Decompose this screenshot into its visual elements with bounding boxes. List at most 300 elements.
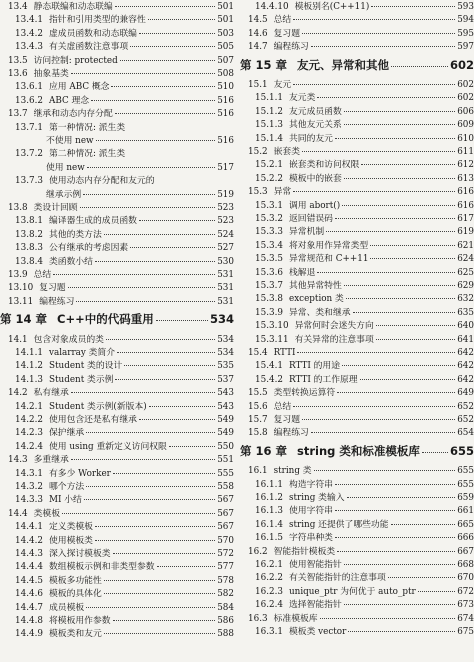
toc-entry-number: 16.2.4: [255, 600, 283, 611]
dot-leader: [83, 194, 215, 195]
toc-entry: [0, 348, 234, 359]
toc-entry-title: 标准模板库: [273, 613, 318, 624]
toc-entry-title: 使用模板类: [48, 535, 93, 546]
toc-entry-title: string 类: [273, 466, 312, 477]
toc-entry: [0, 69, 234, 80]
toc-entry-title: 类模板: [33, 508, 60, 519]
toc-page-number: 654: [457, 428, 474, 439]
toc-entry-title: string 还提供了哪些功能: [288, 519, 389, 530]
dot-leader: [68, 287, 216, 288]
toc-entry: [240, 533, 474, 544]
toc-entry-number: 14.4: [8, 508, 28, 519]
dot-leader: [376, 325, 455, 326]
toc-entry-title: 多重继承: [33, 455, 69, 466]
toc-page-number: 640: [457, 321, 474, 332]
dot-leader: [139, 419, 215, 420]
toc-entry-title: 使用动态内存分配和友元的: [48, 176, 155, 187]
toc-entry-number: 13.6.2: [15, 95, 43, 106]
toc-page-number: 524: [217, 229, 234, 240]
toc-entry-number: 14.4.5: [15, 575, 43, 586]
toc-entry-title: 模板别名(C++11): [294, 2, 370, 12]
toc-page-number: 606: [457, 106, 474, 117]
toc-page-number: 594: [457, 15, 474, 26]
toc-entry: [0, 335, 234, 346]
toc-page-number: 535: [217, 361, 234, 372]
toc-entry-number: 16.3: [248, 613, 268, 624]
toc-entry: [240, 587, 474, 598]
dot-leader: [115, 6, 215, 7]
toc-page-number: 582: [217, 589, 234, 600]
toc-entry: [240, 147, 474, 158]
toc-page-number: 642: [457, 361, 474, 372]
toc-entry: [0, 536, 234, 547]
dot-leader: [302, 33, 455, 34]
toc-page-number: 537: [217, 374, 234, 385]
toc-entry-number: 15.3.5: [255, 254, 283, 265]
toc-entry-number: 14.4.1: [15, 522, 43, 533]
toc-entry-title: 友元、异常和其他: [297, 57, 390, 72]
toc-page-number: 612: [457, 160, 474, 171]
toc-page-number: 517: [217, 162, 234, 173]
toc-entry: [0, 270, 234, 281]
toc-entry-title: 不使用 new: [46, 136, 94, 146]
toc-entry-title: 使用包含还是私有继承: [48, 415, 137, 425]
toc-entry: [240, 388, 474, 399]
dot-leader: [335, 218, 455, 219]
dot-leader: [297, 352, 455, 353]
toc-entry-number: 16.3.1: [255, 627, 283, 637]
toc-entry-title: 类设计回顾: [33, 203, 78, 213]
toc-entry: [0, 482, 234, 493]
toc-entry-number: 15.3.7: [255, 281, 283, 291]
toc-entry-title: 其他异常特性: [288, 281, 342, 291]
dot-leader: [344, 564, 455, 565]
toc-entry-number: 16.2: [248, 546, 268, 557]
toc-entry: [240, 254, 474, 265]
toc-entry-title: MI 小结: [48, 495, 82, 506]
dot-leader: [95, 526, 215, 527]
dot-leader: [335, 537, 455, 538]
dot-leader: [302, 419, 455, 420]
toc-entry-title: 使用智能指针: [288, 560, 342, 570]
toc-entry-title: 深入探讨模板类: [48, 549, 111, 559]
dot-leader: [86, 486, 215, 487]
toc-entry: [240, 614, 474, 625]
toc-entry-number: 16.1.5: [255, 533, 283, 544]
toc-entry: [240, 42, 474, 53]
toc-page-number: 652: [457, 415, 474, 425]
toc-entry-title: 友元类: [288, 93, 316, 104]
toc-entry-number: 14.4.4: [15, 562, 43, 573]
dot-leader: [388, 577, 455, 578]
toc-entry: [240, 308, 474, 319]
toc-entry-number: 16.1.2: [255, 493, 283, 503]
toc-entry-title: 编程练习: [39, 296, 75, 307]
dot-leader: [169, 446, 215, 447]
toc-entry-title: 调用 abort(): [288, 200, 341, 211]
toc-page-number: 602: [449, 57, 474, 72]
dot-leader: [71, 459, 215, 460]
dot-leader: [337, 551, 455, 552]
toc-entry-title: 使用 using 重新定义访问权限: [48, 441, 167, 452]
toc-page-number: 629: [457, 281, 474, 291]
toc-page-number: 661: [457, 506, 474, 517]
dot-leader: [91, 100, 215, 101]
toc-page-number: 655: [449, 443, 474, 458]
dot-leader: [361, 164, 455, 165]
toc-page-number: 523: [217, 216, 234, 227]
dot-leader: [86, 432, 215, 433]
toc-entry-number: 13.7.2: [15, 149, 43, 160]
toc-page-number: 602: [457, 93, 474, 104]
toc-entry: [240, 402, 474, 413]
toc-entry-number: 16.1.3: [255, 506, 283, 517]
toc-entry-number: 15.4.1: [255, 361, 283, 372]
toc-page-number: 602: [457, 80, 474, 90]
toc-page-number: 558: [217, 482, 234, 492]
toc-page-number: 507: [217, 55, 234, 66]
toc-entry-title: 智能指针模板类: [273, 546, 336, 557]
toc-entry-number: 13.8.1: [15, 216, 43, 227]
toc-entry-title: 编程练习: [273, 42, 309, 53]
toc-page-number: 549: [217, 415, 234, 425]
toc-entry-number: 14.2.2: [15, 415, 43, 425]
toc-entry: [0, 96, 234, 107]
toc-entry-number: 14.3.1: [15, 468, 43, 479]
toc-page-number: 578: [217, 575, 234, 586]
toc-entry-title: 保护继承: [48, 428, 85, 439]
toc-entry-title: RTTI: [273, 348, 296, 358]
toc-entry-number: 15.1.4: [255, 133, 283, 144]
dot-leader: [86, 607, 215, 608]
toc-entry-title: 将模板用作参数: [48, 616, 111, 626]
toc-entry-title: 类型转换运算符: [273, 388, 336, 399]
toc-entry: [0, 495, 234, 506]
dot-leader: [347, 497, 456, 498]
toc-entry-number: 14.1: [8, 334, 28, 345]
toc-entry-number: 13.7.1: [15, 122, 43, 133]
toc-page-number: 508: [217, 69, 234, 79]
toc-entry: [240, 227, 474, 238]
toc-entry: [0, 415, 234, 426]
toc-page-number: 516: [217, 136, 234, 146]
toc-page-number: 642: [457, 374, 474, 385]
toc-entry-title: 继承和动态内存分配: [33, 109, 113, 120]
toc-entry-title: 复习题: [273, 28, 300, 39]
toc-entry: [240, 493, 474, 504]
toc-entry-title: 异常机制: [288, 227, 325, 238]
toc-entry: [0, 163, 234, 174]
toc-entry-title: unique_ptr 为何优于 auto_ptr: [288, 586, 416, 597]
toc-page-number: 675: [457, 627, 474, 637]
toc-page-number: 551: [217, 455, 234, 466]
toc-entry-number: 16.2.1: [255, 560, 283, 570]
toc-entry-number: 16.1: [248, 466, 268, 477]
toc-page-number: 659: [457, 493, 474, 503]
toc-page-number: 549: [217, 428, 234, 439]
dot-leader: [346, 298, 455, 299]
toc-entry-title: C++中的代码重用: [57, 312, 154, 327]
toc-page-number: 510: [217, 82, 234, 93]
toc-page-number: 670: [457, 573, 474, 584]
toc-entry-number: 14.2.3: [15, 428, 43, 439]
toc-page-number: 642: [457, 348, 474, 358]
toc-entry-number: 14.4.6: [15, 589, 43, 600]
dot-leader: [95, 540, 215, 541]
dot-leader: [148, 19, 215, 20]
toc-entry-title: 继承示例: [46, 189, 82, 200]
toc-page-number: 674: [457, 613, 474, 624]
toc-entry-title: 数组模板示例和非类型参数: [48, 562, 155, 573]
toc-entry: [240, 600, 474, 611]
toc-entry-number: 14.5: [248, 15, 268, 26]
dot-leader: [344, 604, 455, 605]
toc-page-number: 534: [209, 312, 234, 327]
dot-leader: [62, 513, 215, 514]
dot-leader: [370, 258, 455, 259]
toc-entry: [0, 455, 234, 466]
toc-page-number: 567: [217, 522, 234, 533]
toc-entry-title: 应用 ABC 概念: [48, 82, 110, 93]
toc-entry: [240, 134, 474, 145]
toc-page-number: 652: [457, 401, 474, 412]
dot-leader: [113, 620, 216, 621]
toc-page-number: 672: [457, 586, 474, 597]
dot-leader: [314, 470, 456, 471]
toc-entry: [0, 469, 234, 480]
toc-entry-number: 14.2: [8, 388, 28, 399]
toc-page-number: 516: [217, 109, 234, 120]
toc-entry-number: 16.2.3: [255, 586, 283, 597]
dot-leader: [376, 339, 455, 340]
toc-entry-title: string 类输入: [288, 493, 345, 503]
toc-page-number: 527: [217, 243, 234, 254]
toc-entry: [0, 2, 234, 13]
dot-leader: [76, 301, 215, 302]
toc-entry-title: 字符串种类: [288, 533, 333, 544]
toc-entry: [240, 560, 474, 571]
toc-page-number: 655: [457, 479, 474, 490]
toc-chapter-entry: [0, 314, 234, 325]
toc-entry-title: 复习题: [39, 283, 66, 294]
toc-entry-number: 13.10: [8, 283, 34, 294]
toc-entry-number: 15.3.3: [255, 227, 283, 238]
toc-page-number: 611: [457, 147, 474, 157]
toc-entry-title: 抽象基类: [33, 69, 69, 79]
toc-page-number: 625: [457, 267, 474, 278]
toc-entry-title: 有关虚函数注意事项: [48, 42, 129, 53]
dot-leader: [87, 167, 215, 168]
toc-entry-number: 13.6.1: [15, 82, 43, 93]
toc-entry-number: 14.7: [248, 42, 268, 53]
toc-entry-title: 复习题: [273, 415, 300, 425]
toc-entry-title: 定义类模板: [48, 522, 93, 533]
dot-leader: [360, 379, 456, 380]
toc-entry-title: 异常: [273, 187, 292, 198]
toc-entry-number: 15.3.11: [255, 334, 289, 345]
toc-entry-number: 16.1.4: [255, 519, 283, 530]
toc-entry-title: 其他的类方法: [48, 229, 102, 240]
toc-entry-number: 14.2.4: [15, 441, 43, 452]
dot-leader: [335, 484, 455, 485]
toc-entry: [0, 176, 234, 187]
toc-entry-title: 其他友元关系: [288, 120, 342, 131]
toc-page-number: 673: [457, 600, 474, 611]
dot-leader: [157, 566, 216, 567]
toc-entry: [0, 136, 234, 147]
toc-entry-number: 15.3.4: [255, 240, 283, 251]
dot-leader: [302, 151, 455, 152]
toc-entry-number: 14.4.7: [15, 602, 43, 613]
dot-leader: [344, 178, 455, 179]
toc-entry: [0, 388, 234, 399]
dot-leader: [104, 633, 215, 634]
dot-leader: [317, 272, 455, 273]
dot-leader: [342, 205, 455, 206]
toc-entry-title: 异常何时会迷失方向: [294, 321, 374, 332]
toc-entry-number: 13.4.1: [15, 15, 43, 26]
toc-entry-number: 14.1.1: [15, 348, 43, 358]
toc-page-number: 649: [457, 388, 474, 399]
toc-page-number: 543: [217, 388, 234, 399]
toc-entry-number: 15.1.2: [255, 106, 283, 117]
toc-entry-title: 选择智能指针: [288, 600, 342, 611]
toc-entry: [240, 335, 474, 346]
toc-entry-number: 15.1.3: [255, 120, 283, 131]
toc-chapter-entry: [240, 443, 474, 458]
toc-entry: [0, 297, 234, 308]
toc-page-number: 617: [457, 214, 474, 224]
toc-entry-title: 哪个方法: [48, 482, 85, 492]
dot-leader: [326, 231, 455, 232]
dot-leader: [104, 234, 215, 235]
toc-entry-number: 13.9: [8, 270, 28, 280]
toc-entry-number: 13.8.2: [15, 229, 43, 240]
toc-entry: [240, 107, 474, 118]
toc-entry: [240, 268, 474, 279]
toc-chapter-entry: [240, 57, 474, 72]
toc-entry: [240, 120, 474, 131]
toc-page-number: 665: [457, 519, 474, 530]
toc-page-number: 635: [457, 307, 474, 318]
toc-entry-title: 第一种情况: 派生类: [48, 122, 126, 133]
toc-entry-title: valarray 类简介: [48, 348, 116, 358]
toc-entry: [0, 203, 234, 214]
toc-entry-number: 14.4.2: [15, 535, 43, 546]
dot-leader: [71, 73, 215, 74]
toc-entry-number: 13.7: [8, 109, 28, 120]
toc-entry-number: 第 14 章: [0, 312, 48, 327]
dot-leader: [353, 312, 456, 313]
toc-page-number: 555: [217, 468, 234, 479]
dot-leader: [371, 6, 455, 7]
toc-entry: [0, 603, 234, 614]
toc-entry: [240, 241, 474, 252]
dot-leader: [317, 97, 455, 98]
toc-page-number: 668: [457, 560, 474, 570]
toc-entry-number: 13.11: [8, 296, 34, 307]
toc-entry-number: 14.2.1: [15, 401, 43, 412]
dot-leader: [124, 365, 215, 366]
toc-entry-title: Student 类示例: [48, 374, 114, 385]
toc-entry: [0, 42, 234, 53]
dot-leader: [391, 66, 448, 67]
toc-entry-number: 第 16 章: [240, 443, 288, 458]
dot-leader: [113, 553, 216, 554]
toc-entry: [240, 573, 474, 584]
dot-leader: [104, 593, 215, 594]
dot-leader: [130, 46, 215, 47]
dot-leader: [104, 580, 215, 581]
dot-leader: [335, 510, 455, 511]
toc-entry-number: 第 15 章: [240, 57, 288, 72]
toc-entry-title: Student 类的设计: [48, 361, 123, 372]
toc-entry-number: 15.3.10: [255, 321, 289, 332]
dot-leader: [139, 220, 215, 221]
toc-entry-title: RTTI 的用途: [288, 361, 341, 372]
toc-entry-title: 模板的具体化: [48, 589, 102, 600]
toc-page-number: 531: [217, 270, 234, 280]
dot-leader: [293, 191, 455, 192]
toc-entry-title: 私有继承: [33, 388, 69, 399]
toc-entry-title: 有多少 Worker: [48, 468, 111, 479]
toc-entry-title: 包含对象成员的类: [33, 334, 104, 345]
dot-leader: [71, 392, 215, 393]
toc-entry-title: 有关异常的注意事项: [294, 334, 374, 345]
toc-entry: [0, 509, 234, 520]
toc-entry: [240, 201, 474, 212]
toc-entry-number: 13.6: [8, 69, 28, 79]
toc-entry: [0, 402, 234, 413]
toc-column-right: [240, 0, 474, 662]
toc-entry-title: 编译器生成的成员函数: [48, 216, 137, 227]
toc-entry: [240, 506, 474, 517]
toc-entry: [240, 428, 474, 439]
toc-entry-number: 15.3: [248, 187, 268, 198]
toc-page-number: 616: [457, 200, 474, 211]
toc-entry-number: 15.3.1: [255, 200, 283, 211]
toc-entry-number: 15.8: [248, 428, 268, 439]
toc-entry-title: 模板类和友元: [48, 629, 102, 640]
toc-entry-number: 14.3.2: [15, 482, 43, 492]
toc-entry: [0, 522, 234, 533]
toc-entry-number: 15.2: [248, 147, 268, 157]
toc-entry-title: 嵌套类: [273, 147, 300, 157]
toc-entry: [240, 29, 474, 40]
toc-entry-number: 15.1.1: [255, 93, 283, 104]
dot-leader: [337, 392, 455, 393]
toc-entry: [0, 549, 234, 560]
toc-entry-number: 13.4.2: [15, 28, 43, 39]
dot-leader: [293, 84, 455, 85]
toc-entry: [240, 214, 474, 225]
dot-leader: [113, 473, 215, 474]
toc-entry-number: 14.3: [8, 455, 28, 466]
toc-entry: [240, 160, 474, 171]
toc-entry: [0, 442, 234, 453]
toc-entry-number: 15.1: [248, 80, 268, 90]
toc-entry-title: 共同的友元: [288, 133, 333, 144]
toc-entry-number: 13.7.3: [15, 176, 43, 187]
dot-leader: [115, 113, 215, 114]
dot-leader: [95, 261, 215, 262]
toc-entry-title: string 类和标准模板库: [297, 443, 420, 458]
toc-entry: [0, 562, 234, 573]
toc-entry: [240, 361, 474, 372]
toc-page-number: 609: [457, 120, 474, 131]
toc-entry-title: 异常、类和继承: [288, 307, 351, 318]
toc-entry-number: 15.6: [248, 401, 268, 412]
